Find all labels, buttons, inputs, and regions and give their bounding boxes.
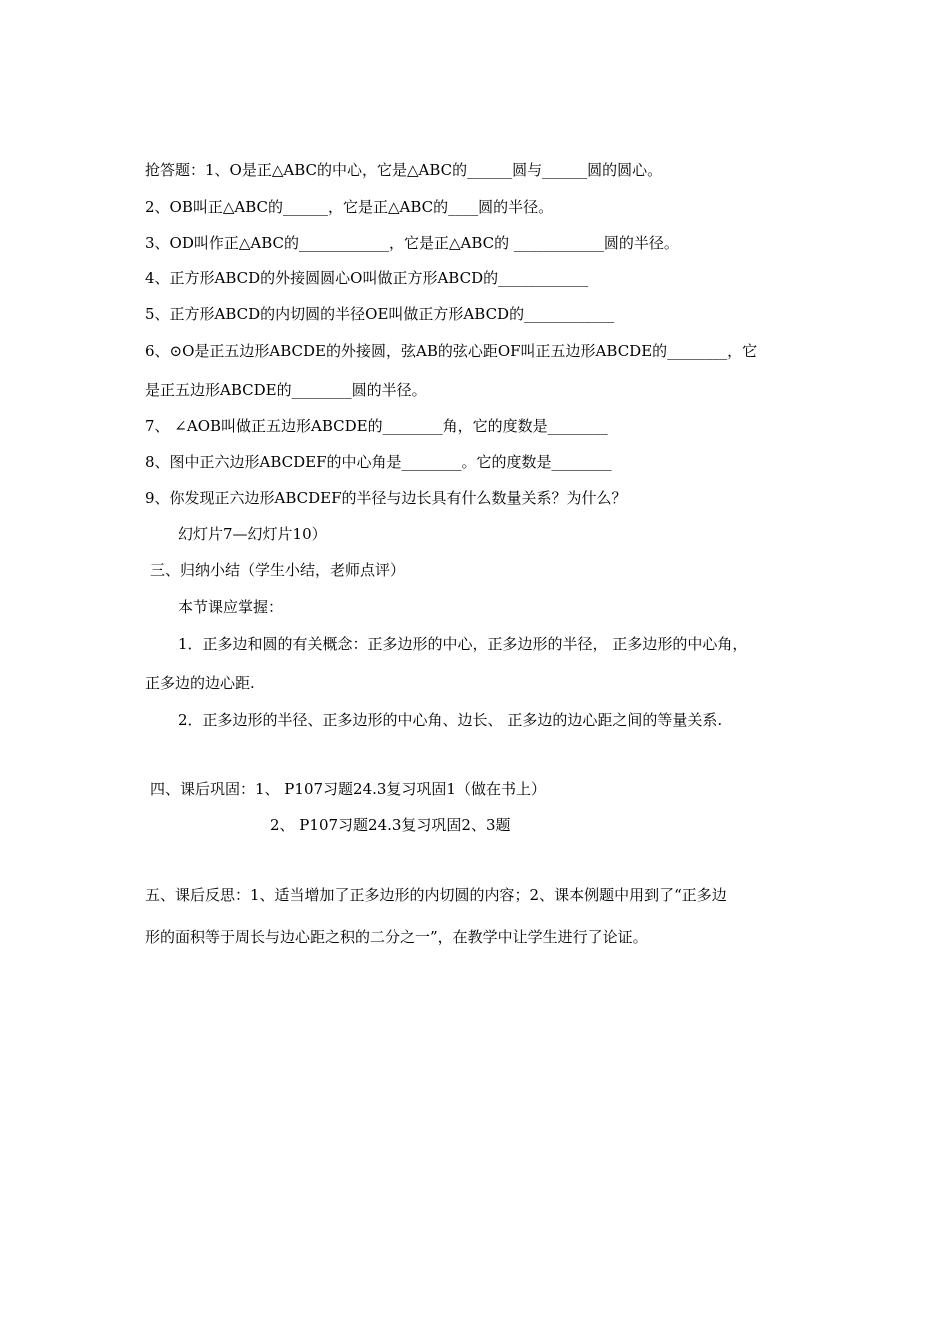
- quiz-question-3: 3、OD叫作正△ABC的____________，它是正△ABC的 ____________圆的半径。: [145, 234, 679, 252]
- quiz-question-9: 9、你发现正六边形ABCDEF的半径与边长具有什么数量关系？为什么？: [145, 489, 627, 507]
- quiz-question-6-continued: 是正五边形ABCDE的________圆的半径。: [145, 381, 427, 399]
- quiz-question-4: 4、正方形ABCD的外接圆圆心O叫做正方形ABCD的____________: [145, 269, 589, 287]
- section-heading-reflection: 五、课后反思：1、适当增加了正多边形的内切圆的内容；2、课本例题中用到了“正多边: [145, 886, 727, 904]
- section-heading-practice: 四、课后巩固：1、 P107习题24.3复习巩固1（做在书上）: [150, 780, 546, 798]
- reflection-continued: 形的面积等于周长与边心距之积的二分之一”，在教学中让学生进行了论证。: [145, 928, 648, 946]
- quiz-question-2: 2、OB叫正△ABC的______，它是正△ABC的____圆的半径。: [145, 198, 554, 216]
- quiz-question-7: 7、 ∠AOB叫做正五边形ABCDE的________角，它的度数是________: [145, 417, 608, 435]
- quiz-question-8: 8、图中正六边形ABCDEF的中心角是________。它的度数是________: [145, 453, 612, 471]
- summary-point-1-continued: 正多边的边心距.: [145, 674, 255, 692]
- quiz-question-6: 6、⊙O是正五边形ABCDE的外接圆，弦AB的弦心距OF叫正五边形ABCDE的________，它: [145, 342, 758, 360]
- quiz-question-5: 5、正方形ABCD的内切圆的半径OE叫做正方形ABCD的____________: [145, 305, 615, 323]
- slide-reference: 幻灯片7—幻灯片10）: [178, 525, 327, 543]
- quiz-question-1: 抢答题：1、O是正△ABC的中心，它是△ABC的______圆与______圆的圆心。: [145, 161, 663, 179]
- summary-point-1: 1．正多边和圆的有关概念：正多边形的中心，正多边形的半径， 正多边形的中心角，: [178, 635, 748, 653]
- section-heading-summary: 三、归纳小结（学生小结，老师点评）: [150, 561, 406, 579]
- practice-item-2: 2、 P107习题24.3复习巩固2、3题: [270, 816, 511, 834]
- summary-point-2: 2．正多边形的半径、正多边形的中心角、边长、 正多边的边心距之间的等量关系.: [178, 711, 723, 729]
- summary-intro: 本节课应掌握：: [178, 598, 284, 616]
